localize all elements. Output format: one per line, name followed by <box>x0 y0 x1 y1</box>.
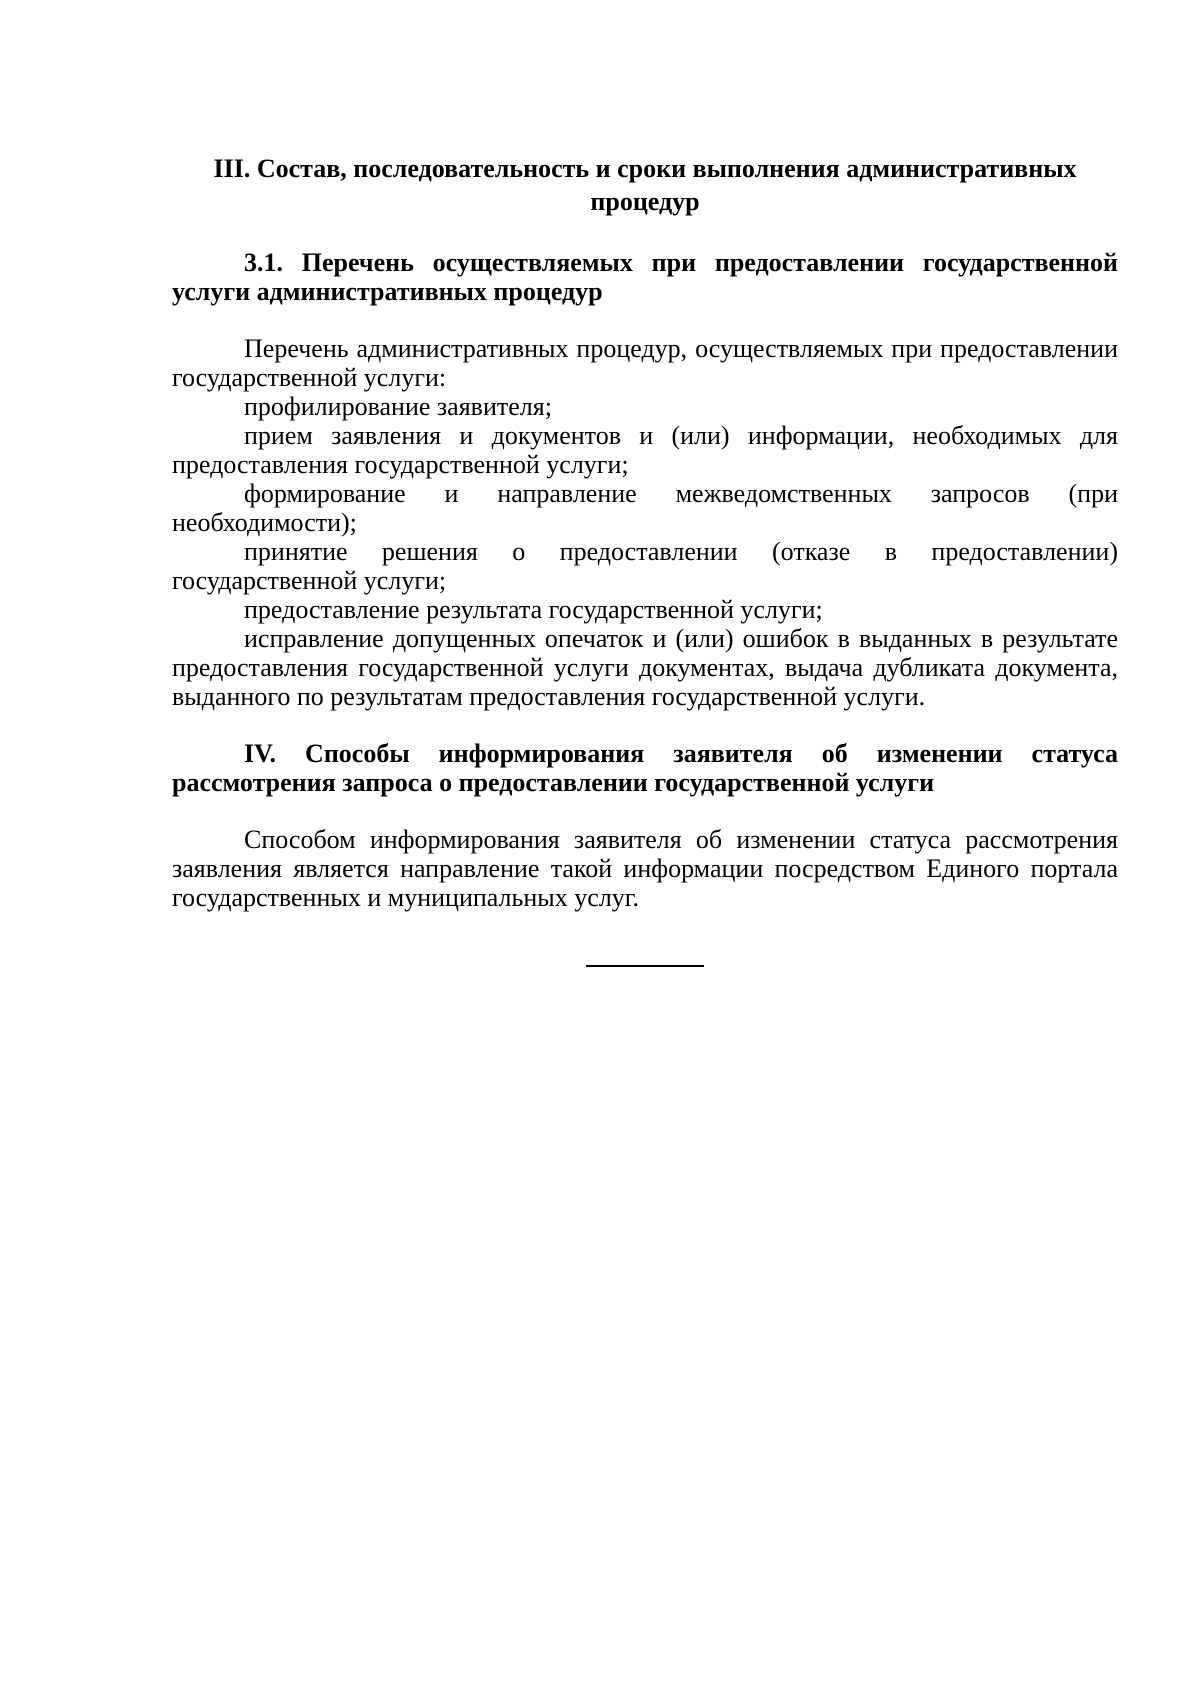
procedure-item: предоставление результата государственной услуги; <box>244 595 823 624</box>
procedure-item: прием заявления и документов и (или) информации, необходимых для предоставления государственной услуги; <box>172 421 1118 479</box>
section-iv-title: IV. Способы информирования заявителя об изменении статуса рассмотрения запроса о предоставлении государственной услуги <box>172 739 1118 797</box>
procedure-item: принятие решения о предоставлении (отказе в предоставлении) государственной услуги; <box>172 537 1118 595</box>
procedures-intro: Перечень административных процедур, осуществляемых при предоставлении государственной услуги: <box>172 334 1118 392</box>
section-iii-title: III. Состав, последовательность и сроки выполнения административных процедур <box>213 154 1077 216</box>
document-page <box>172 152 1118 967</box>
section-iv-text: Способом информирования заявителя об изменении статуса рассмотрения заявления является направление такой информации посредством Единого портала государственных и муниципальных услуг. <box>172 825 1118 912</box>
procedure-item: формирование и направление межведомственных запросов (при необходимости); <box>172 479 1118 537</box>
end-rule-divider <box>586 965 704 967</box>
subsection-3-1-title: 3.1. Перечень осуществляемых при предоставлении государственной услуги административных процедур <box>172 248 1118 306</box>
procedure-item: профилирование заявителя; <box>244 392 552 421</box>
procedure-item: исправление допущенных опечаток и (или) ошибок в выданных в результате предоставления государственной услуги документах, выдача дубликата документа, выданного по результатам предоставления государственной услуги. <box>172 624 1118 711</box>
